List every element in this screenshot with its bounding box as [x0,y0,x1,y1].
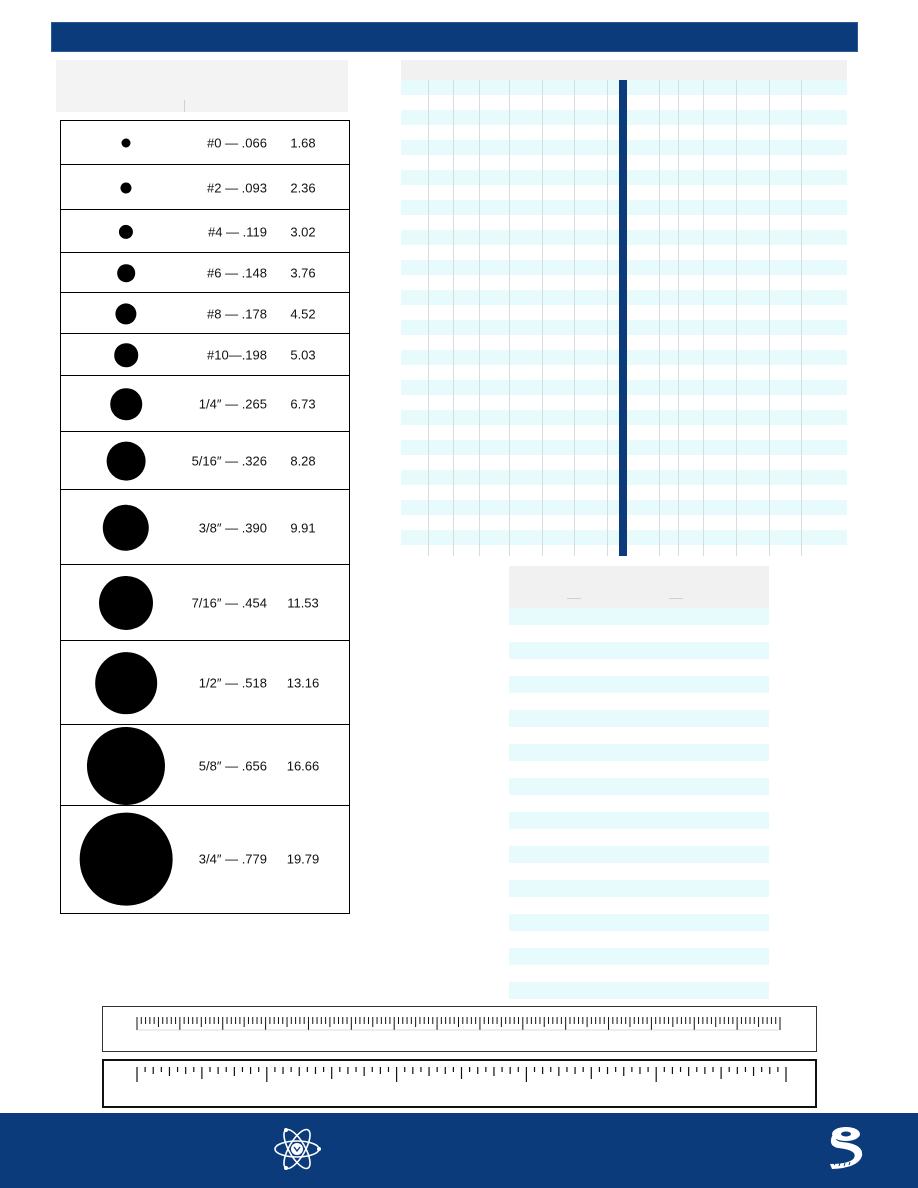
drill-hole-circle [115,303,136,324]
drill-size-mm: 19.79 [286,851,320,867]
drill-size-label: 5/16″ — .326 [191,453,267,469]
atom-logo-icon [272,1123,322,1175]
conversion-table-divider [619,80,627,556]
secondary-table-header [509,566,769,608]
header-bar [51,22,858,52]
tape-measure-icon [824,1124,868,1172]
table-column-line [453,80,454,556]
drill-hole-circle [107,442,146,481]
table-column-line [479,80,480,556]
drill-table-header [56,60,348,112]
drill-size-mm: 9.91 [290,520,316,535]
drill-hole-circle [120,182,131,193]
table-row [509,727,769,744]
table-row [509,846,769,863]
table-row [509,931,769,948]
table-column-line [659,80,660,556]
drill-size-mm: 16.66 [286,758,320,773]
drill-size-row [61,432,349,490]
drill-size-mm: 8.28 [290,453,316,469]
drill-hole-circle [80,813,173,906]
drill-hole-circle [110,388,142,420]
table-row [509,778,769,795]
drill-size-label: #10—.198 [207,347,267,363]
drill-size-label: 3/4″ — .779 [198,851,267,867]
secondary-table [509,608,769,998]
table-row [509,659,769,676]
drill-hole-circle [103,504,149,550]
drill-size-mm: 5.03 [290,347,316,363]
drill-hole-circle [122,139,131,148]
drill-size-row [61,565,349,641]
table-row [509,795,769,812]
table-row [509,948,769,965]
drill-size-label: #8 — .178 [207,306,267,321]
table-column-line [769,80,770,556]
drill-size-mm: 6.73 [290,396,316,412]
drill-size-row [61,121,349,165]
table-row [509,982,769,999]
table-column-line [428,80,429,556]
drill-size-mm: 4.52 [290,306,316,321]
drill-size-row [61,490,349,565]
table-column-line [607,80,608,556]
table-column-line [703,80,704,556]
drill-hole-circle [117,264,135,282]
drill-size-row [61,376,349,432]
drill-size-mm: 2.36 [290,180,316,195]
drill-hole-circle [87,726,165,804]
table-row [509,863,769,880]
table-row [509,897,769,914]
table-row [509,744,769,761]
inch-ruler [102,1059,817,1108]
drill-size-label: #2 — .093 [207,180,267,195]
table-row [509,608,769,625]
metric-ruler [102,1006,817,1052]
drill-size-mm: 11.53 [287,595,319,611]
drill-size-label: 3/8″ — .390 [198,520,267,535]
drill-size-mm: 3.02 [290,224,316,239]
drill-hole-circle [99,576,153,630]
drill-size-row [61,641,349,725]
drill-size-label: 7/16″ — .454 [191,595,267,611]
drill-hole-circle [114,343,138,367]
drill-size-label: 5/8″ — .656 [198,758,267,773]
drill-size-mm: 13.16 [286,675,320,691]
table-column-line [801,80,802,556]
table-row [509,625,769,642]
table-column-line [542,80,543,556]
drill-size-table [60,120,350,914]
drill-size-label: 1/2″ — .518 [198,675,267,691]
drill-hole-circle [95,652,157,714]
footer-bar [0,1113,918,1188]
table-row [509,710,769,727]
conversion-table-header [401,60,847,80]
drill-size-row [61,725,349,806]
table-row [509,642,769,659]
table-column-line [736,80,737,556]
table-column-line [678,80,679,556]
drill-size-row [61,165,349,210]
table-row [509,914,769,931]
table-row [509,829,769,846]
table-row [509,693,769,710]
table-row [509,965,769,982]
table-row [509,761,769,778]
drill-size-row [61,253,349,293]
drill-size-label: #0 — .066 [207,135,267,151]
drill-size-label: #6 — .148 [207,265,267,281]
table-column-line [509,80,510,556]
drill-size-mm: 3.76 [290,265,316,281]
table-row [509,880,769,897]
drill-size-label: #4 — .119 [207,224,267,239]
table-row [509,812,769,829]
drill-size-label: 1/4″ — .265 [198,396,267,412]
drill-size-row [61,334,349,376]
table-column-line [574,80,575,556]
drill-size-mm: 1.68 [290,135,316,151]
drill-size-row [61,293,349,334]
table-row [509,676,769,693]
drill-size-row [61,210,349,253]
drill-size-row [61,806,349,912]
drill-hole-circle [119,224,133,238]
